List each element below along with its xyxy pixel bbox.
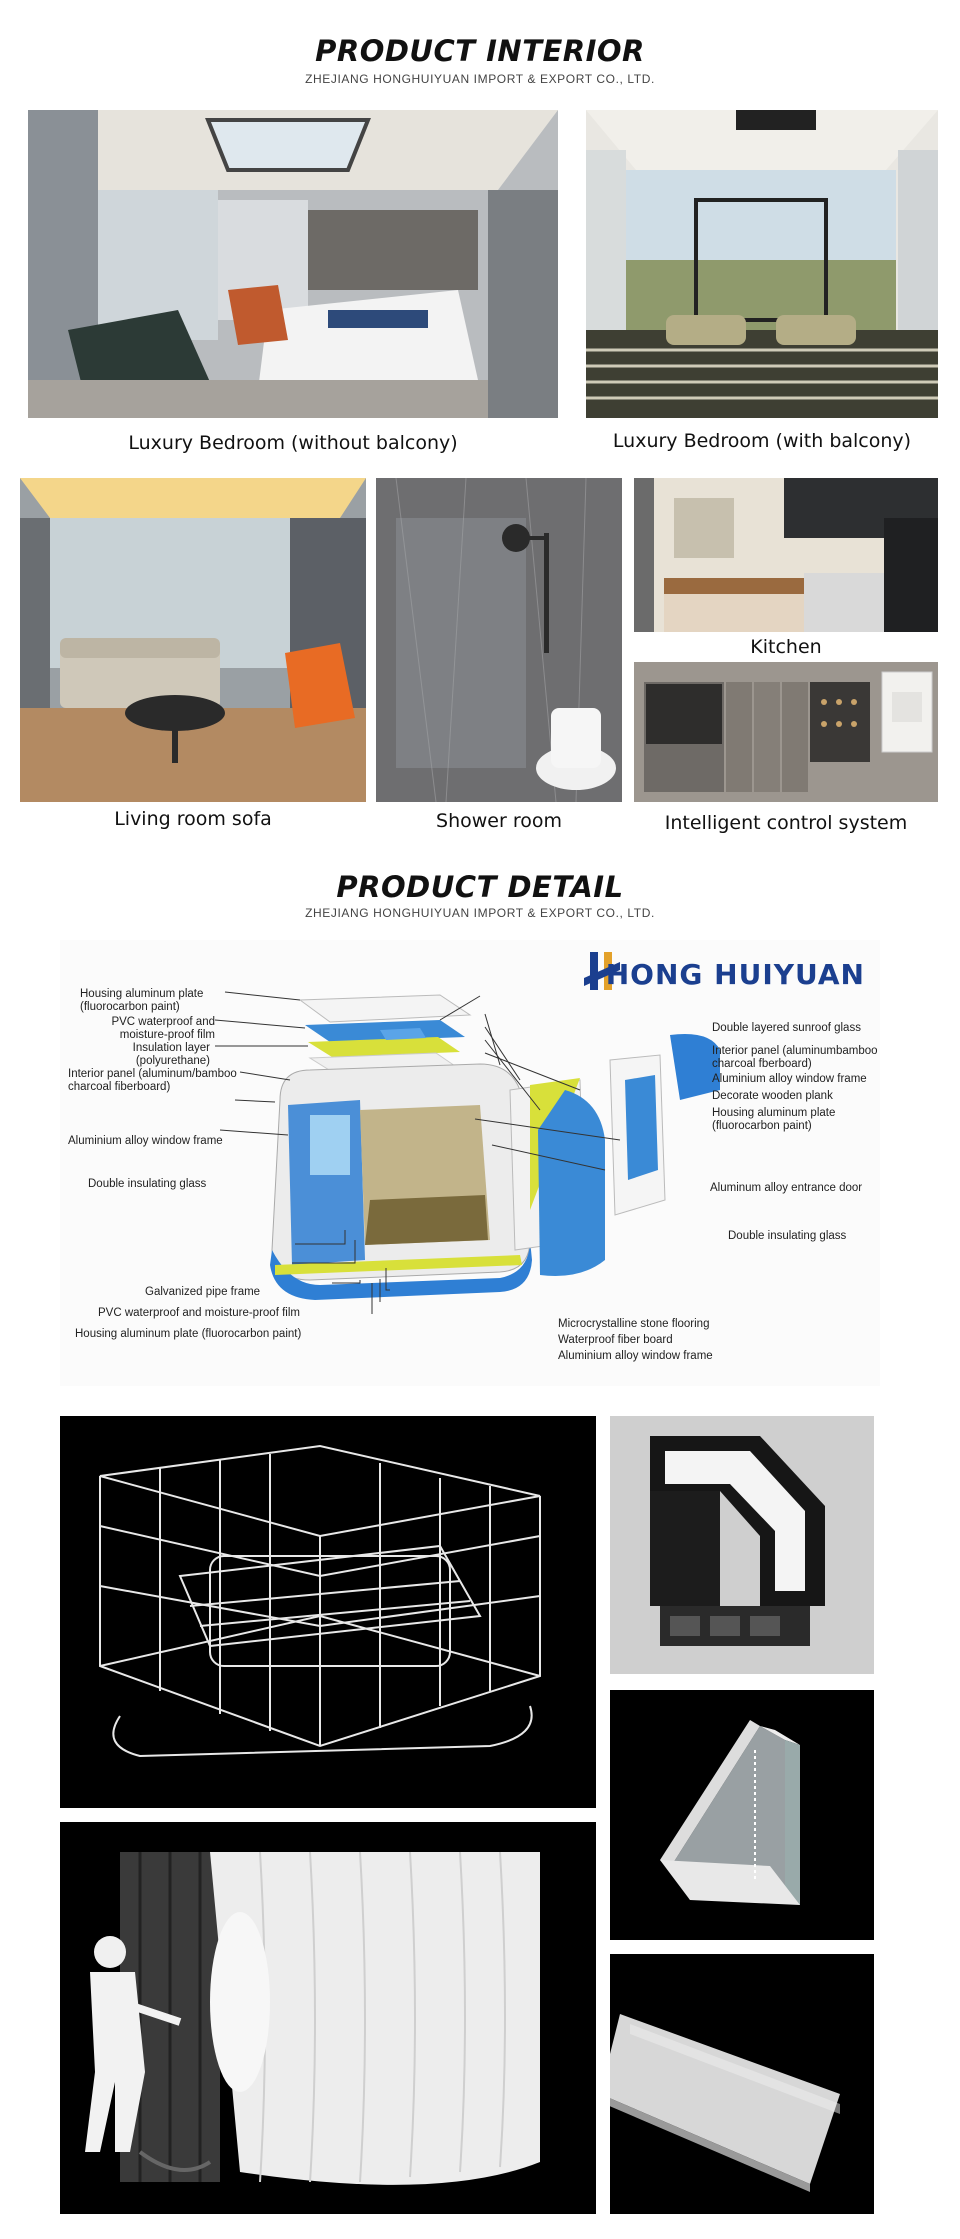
brand-name: HONG HUIYUAN [605, 958, 865, 991]
interior-company: ZHEJIANG HONGHUIYUAN IMPORT & EXPORT CO., LTD. [305, 72, 655, 86]
caption-control-system: Intelligent control system [664, 812, 908, 834]
caption-bedroom-without-balcony: Luxury Bedroom (without balcony) [128, 432, 458, 454]
label-window-frame-right: Aluminium alloy window frame [712, 1073, 867, 1085]
label-insulating-glass-right: Double insulating glass [728, 1230, 847, 1242]
spray-foam-photo [60, 1822, 596, 2214]
aluminum-plate-render [610, 1954, 874, 2214]
label-interior-panel: Interior panel (aluminum/bamboo charcoal fiberboard) [68, 1068, 237, 1093]
insulating-glass-render [610, 1690, 874, 1940]
exploded-diagram [60, 940, 880, 1386]
window-profile-render [610, 1416, 874, 1674]
label-pipe-frame: Galvanized pipe frame [145, 1286, 261, 1298]
label-interior-panel-right: Interior panel (aluminumbamboo charcoal fberboard) [712, 1045, 878, 1070]
kitchen-photo [634, 478, 938, 632]
caption-kitchen: Kitchen [750, 636, 822, 658]
bedroom-without-balcony-photo [28, 110, 558, 418]
caption-living-room: Living room sofa [114, 808, 272, 830]
label-pvc-film-bottom: PVC waterproof and moisture-proof film [98, 1307, 300, 1319]
label-housing-plate-bottom: Housing aluminum plate (fluorocarbon paint) [75, 1328, 302, 1340]
caption-shower-room: Shower room [436, 810, 562, 832]
caption-bedroom-with-balcony: Luxury Bedroom (with balcony) [612, 430, 912, 452]
interior-title: PRODUCT INTERIOR [315, 34, 645, 68]
label-entrance-door: Aluminum alloy entrance door [710, 1182, 863, 1194]
label-housing-plate-right: Housing aluminum plate (fluorocarbon paint) [712, 1107, 836, 1132]
detail-title: PRODUCT DETAIL [336, 870, 624, 904]
steel-frame-render [60, 1416, 596, 1808]
label-stone-flooring: Microcrystalline stone flooring [558, 1318, 710, 1330]
label-fiber-board: Waterproof fiber board [558, 1334, 673, 1346]
label-wooden-plank: Decorate wooden plank [712, 1090, 833, 1102]
label-insulation: Insulation layer (polyurethane) [132, 1042, 210, 1067]
control-system-photo [634, 662, 938, 802]
label-window-frame-bottom: Aluminium alloy window frame [558, 1350, 713, 1362]
living-room-photo [20, 478, 366, 802]
label-insulating-glass-left: Double insulating glass [88, 1178, 207, 1190]
bedroom-with-balcony-photo [586, 110, 938, 418]
detail-company: ZHEJIANG HONGHUIYUAN IMPORT & EXPORT CO., LTD. [305, 906, 655, 920]
label-window-frame-left: Aluminium alloy window frame [68, 1135, 223, 1147]
shower-room-photo [376, 478, 622, 802]
label-pvc-film: PVC waterproof and moisture-proof film [111, 1016, 215, 1041]
label-housing-plate: Housing aluminum plate (fluorocarbon paint) [80, 988, 204, 1013]
label-sunroof-glass: Double layered sunroof glass [712, 1022, 861, 1034]
